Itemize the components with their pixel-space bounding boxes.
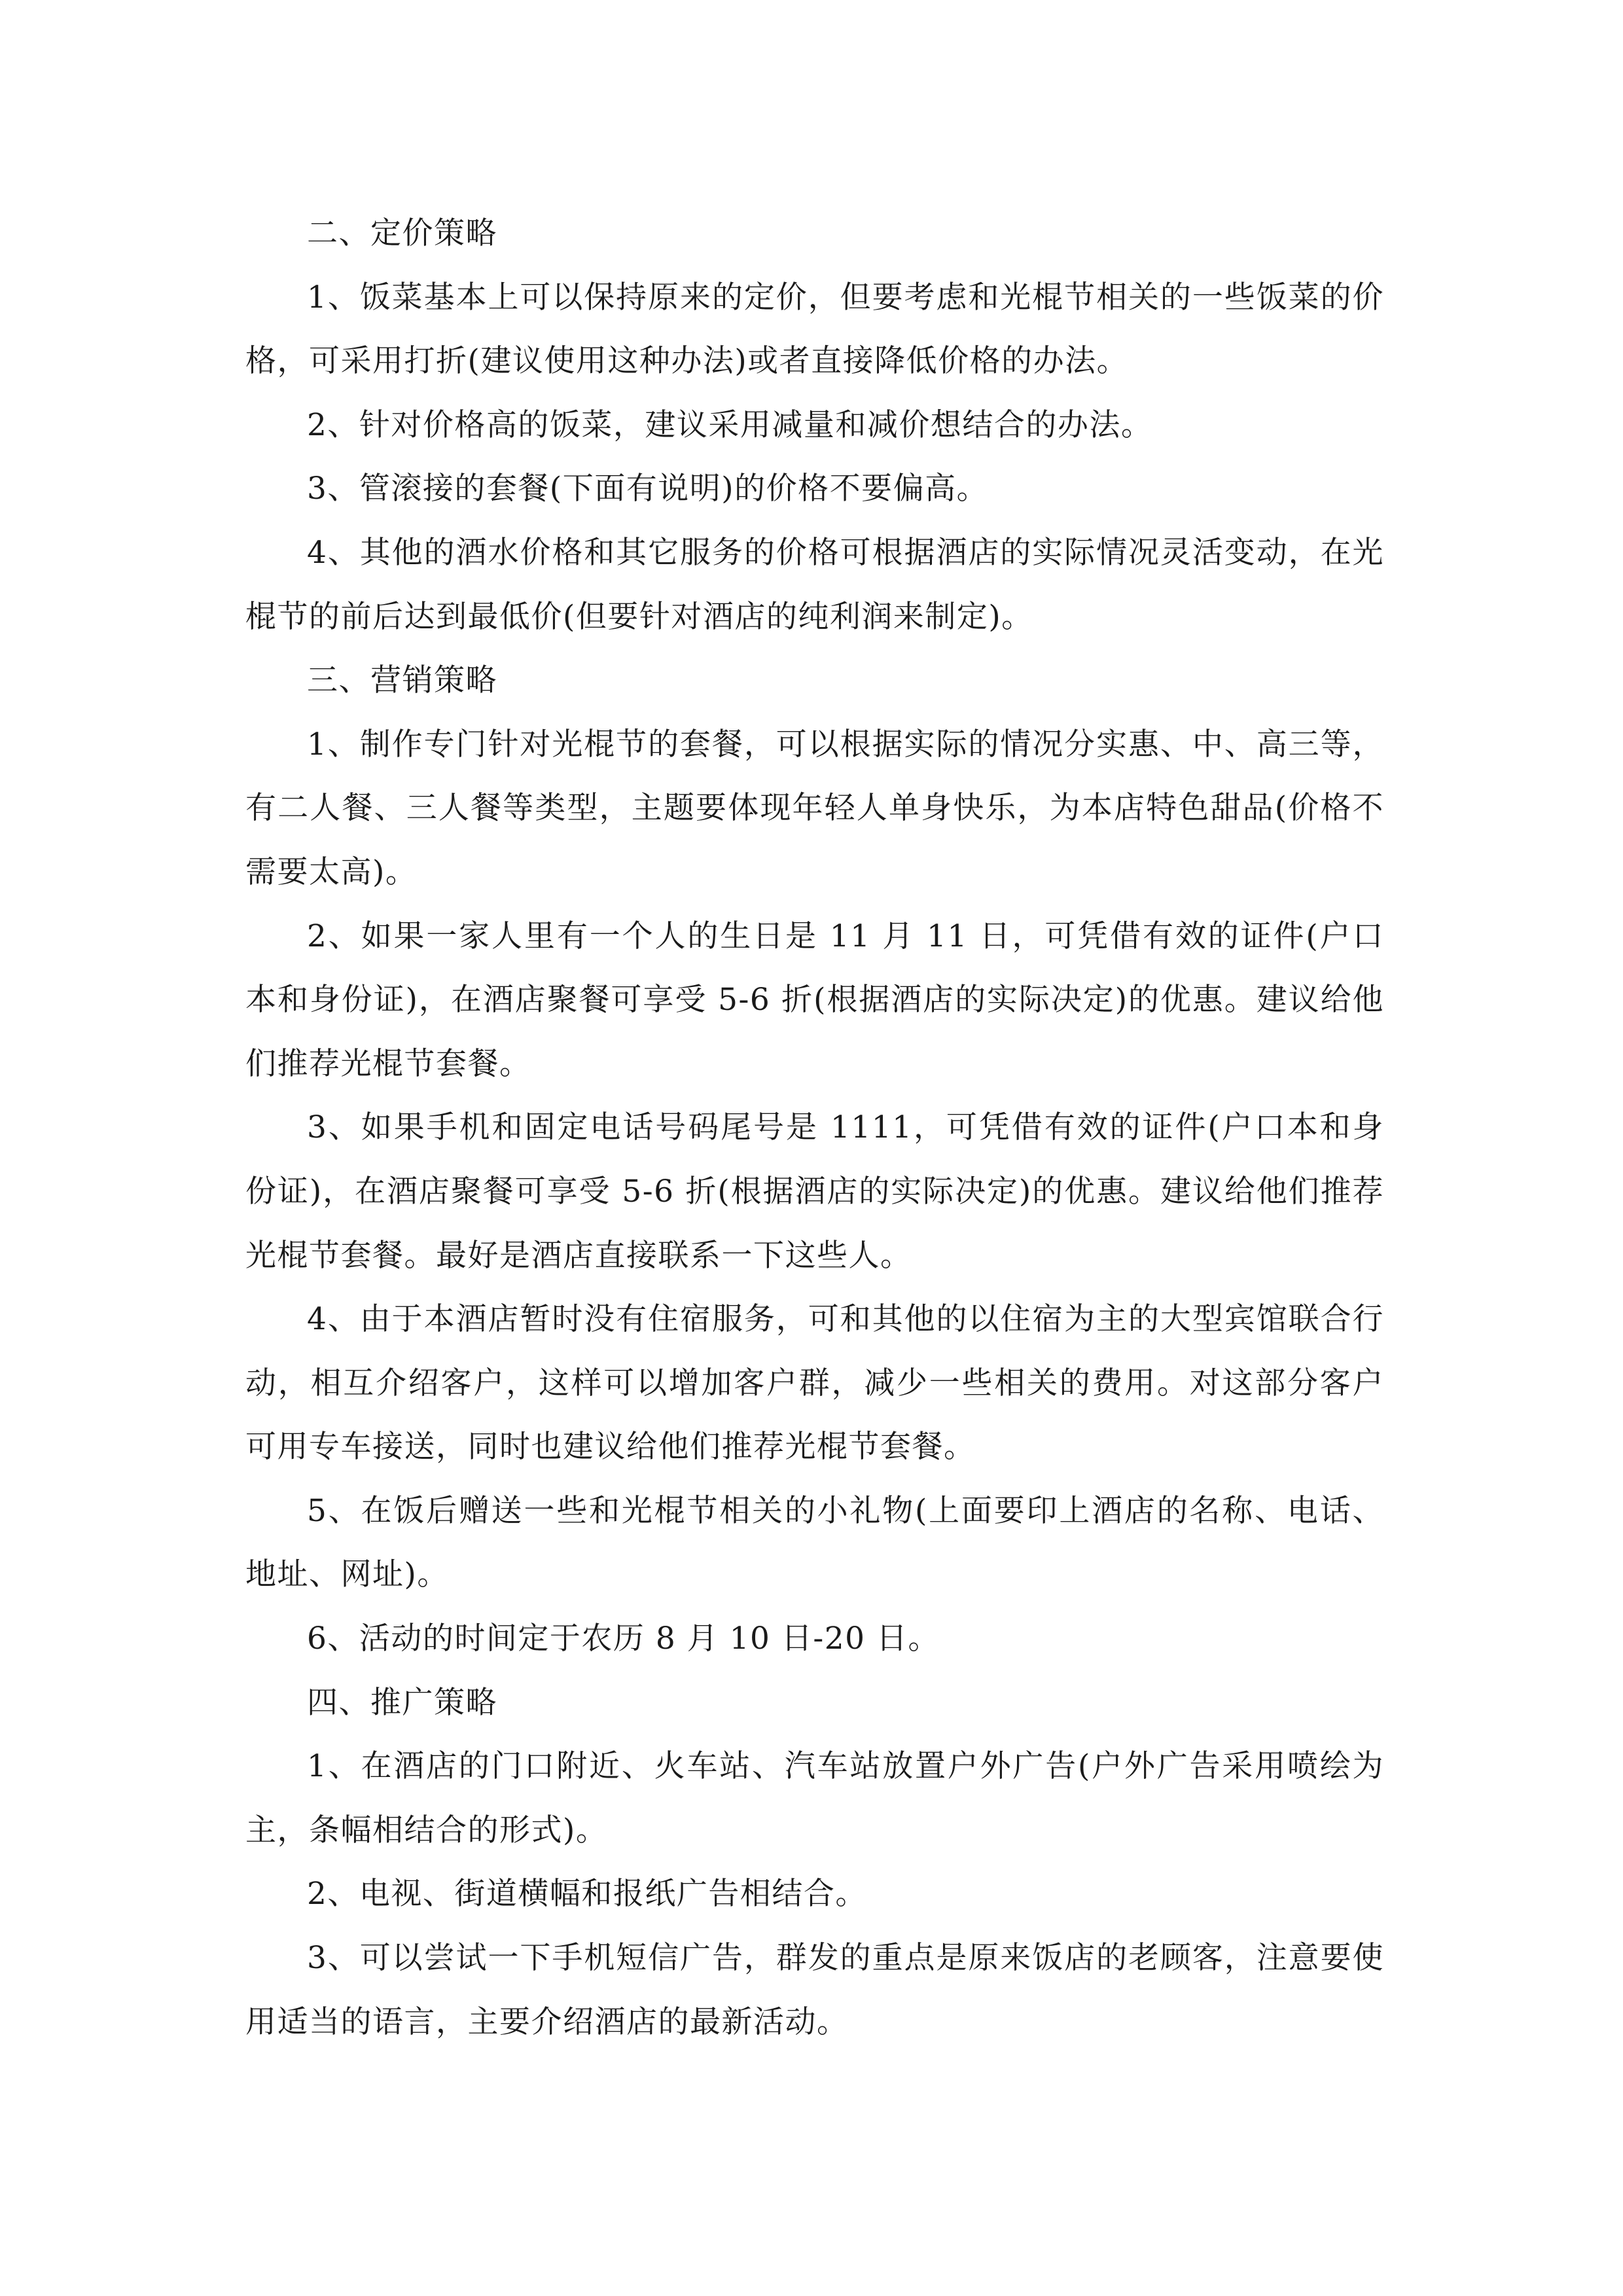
paragraph: 1、制作专门针对光棍节的套餐，可以根据实际的情况分实惠、中、高三等，有二人餐、三人餐等类型，主题要体现年轻人单身快乐，为本店特色甜品(价格不需要太高)。: [245, 726, 1384, 890]
section-heading-pricing: 二、定价策略: [307, 215, 497, 251]
document-body: [245, 202, 1384, 2054]
paragraph: 3、如果手机和固定电话号码尾号是 1111，可凭借有效的证件(户口本和身份证)，在酒店聚餐可享受 5-6 折(根据酒店的实际决定)的优惠。建议给他们推荐光棍节套餐。最好是酒店直接联系一下这些人。: [245, 1109, 1384, 1274]
paragraph: 2、如果一家人里有一个人的生日是 11 月 11 日，可凭借有效的证件(户口本和身份证)，在酒店聚餐可享受 5-6 折(根据酒店的实际决定)的优惠。建议给他们推荐光棍节套餐。: [245, 918, 1384, 1082]
section-heading-marketing: 三、营销策略: [307, 662, 497, 699]
paragraph: 4、其他的酒水价格和其它服务的价格可根据酒店的实际情况灵活变动，在光棍节的前后达到最低价(但要针对酒店的纯利润来制定)。: [245, 534, 1384, 635]
paragraph: 1、饭菜基本上可以保持原来的定价，但要考虑和光棍节相关的一些饭菜的价格，可采用打折(建议使用这种办法)或者直接降低价格的办法。: [245, 279, 1384, 380]
paragraph: 3、管滚接的套餐(下面有说明)的价格不要偏高。: [307, 471, 989, 507]
paragraph: 1、在酒店的门口附近、火车站、汽车站放置户外广告(户外广告采用喷绘为主，条幅相结合的形式)。: [245, 1748, 1384, 1848]
paragraph: 2、电视、街道横幅和报纸广告相结合。: [307, 1876, 867, 1912]
paragraph: 6、活动的时间定于农历 8 月 10 日-20 日。: [307, 1621, 940, 1657]
paragraph: 2、针对价格高的饭菜，建议采用减量和减价想结合的办法。: [307, 406, 1153, 443]
paragraph: 4、由于本酒店暂时没有住宿服务，可和其他的以住宿为主的大型宾馆联合行动，相互介绍客户，这样可以增加客户群，减少一些相关的费用。对这部分客户可用专车接送，同时也建议给他们推荐光棍节套餐。: [245, 1301, 1384, 1465]
paragraph: 3、可以尝试一下手机短信广告，群发的重点是原来饭店的老顾客，注意要使用适当的语言，主要介绍酒店的最新活动。: [245, 1940, 1384, 2040]
paragraph: 5、在饭后赠送一些和光棍节相关的小礼物(上面要印上酒店的名称、电话、地址、网址)。: [245, 1492, 1384, 1593]
section-heading-promotion: 四、推广策略: [307, 1684, 497, 1721]
